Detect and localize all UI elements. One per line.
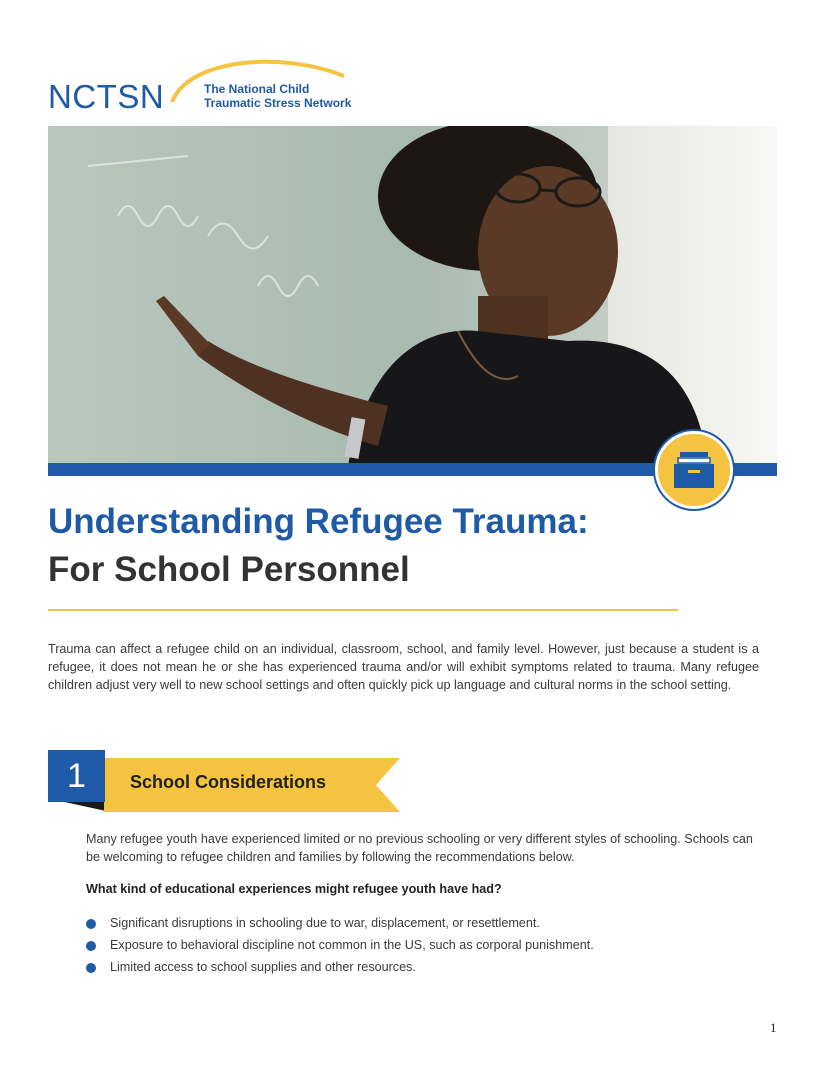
intro-paragraph: Trauma can affect a refugee child on an individual, classroom, school, and family level. However, just because a student is a refugee, it does not mean he or she has experienced trauma and/or will exhibit symptoms related to trauma. Many refugee children adjust very well to new school settings and often quickly pick up language and cultural norms in the school setting. — [48, 642, 759, 692]
section-heading: School Considerations — [130, 772, 327, 792]
logo-org-line2: Traumatic Stress Network — [204, 96, 352, 110]
bullet-text: Limited access to school supplies and other resources. — [110, 960, 416, 974]
section-question: What kind of educational experiences might refugee youth have had? — [86, 882, 502, 896]
bullet-icon — [86, 963, 96, 973]
logo-wordmark: NCTSN — [48, 78, 165, 115]
bullet-icon — [86, 919, 96, 929]
hero-photo — [48, 126, 777, 466]
logo-org-name — [204, 82, 351, 110]
page-title: Understanding Refugee Trauma: — [48, 502, 589, 541]
file-box-icon — [658, 434, 730, 506]
logo-org-line1: The National Child — [204, 82, 310, 96]
section-number-shadow — [60, 801, 106, 811]
section-body: Many refugee youth have experienced limited or no previous schooling or very different styles of schooling. Schools can be welcoming to refugee children and families by following the recommendations below. — [86, 832, 753, 864]
section-number: 1 — [48, 750, 105, 802]
bullet-text: Significant disruptions in schooling due to war, displacement, or resettlement. — [110, 916, 540, 930]
nctsn-logo — [48, 54, 368, 114]
bullet-text: Exposure to behavioral discipline not common in the US, such as corporal punishment. — [110, 938, 594, 952]
bullet-icon — [86, 941, 96, 951]
page-subtitle: For School Personnel — [48, 550, 410, 589]
title-divider — [48, 609, 678, 611]
file-box-badge — [655, 431, 733, 509]
page-number: 1 — [770, 1020, 777, 1035]
